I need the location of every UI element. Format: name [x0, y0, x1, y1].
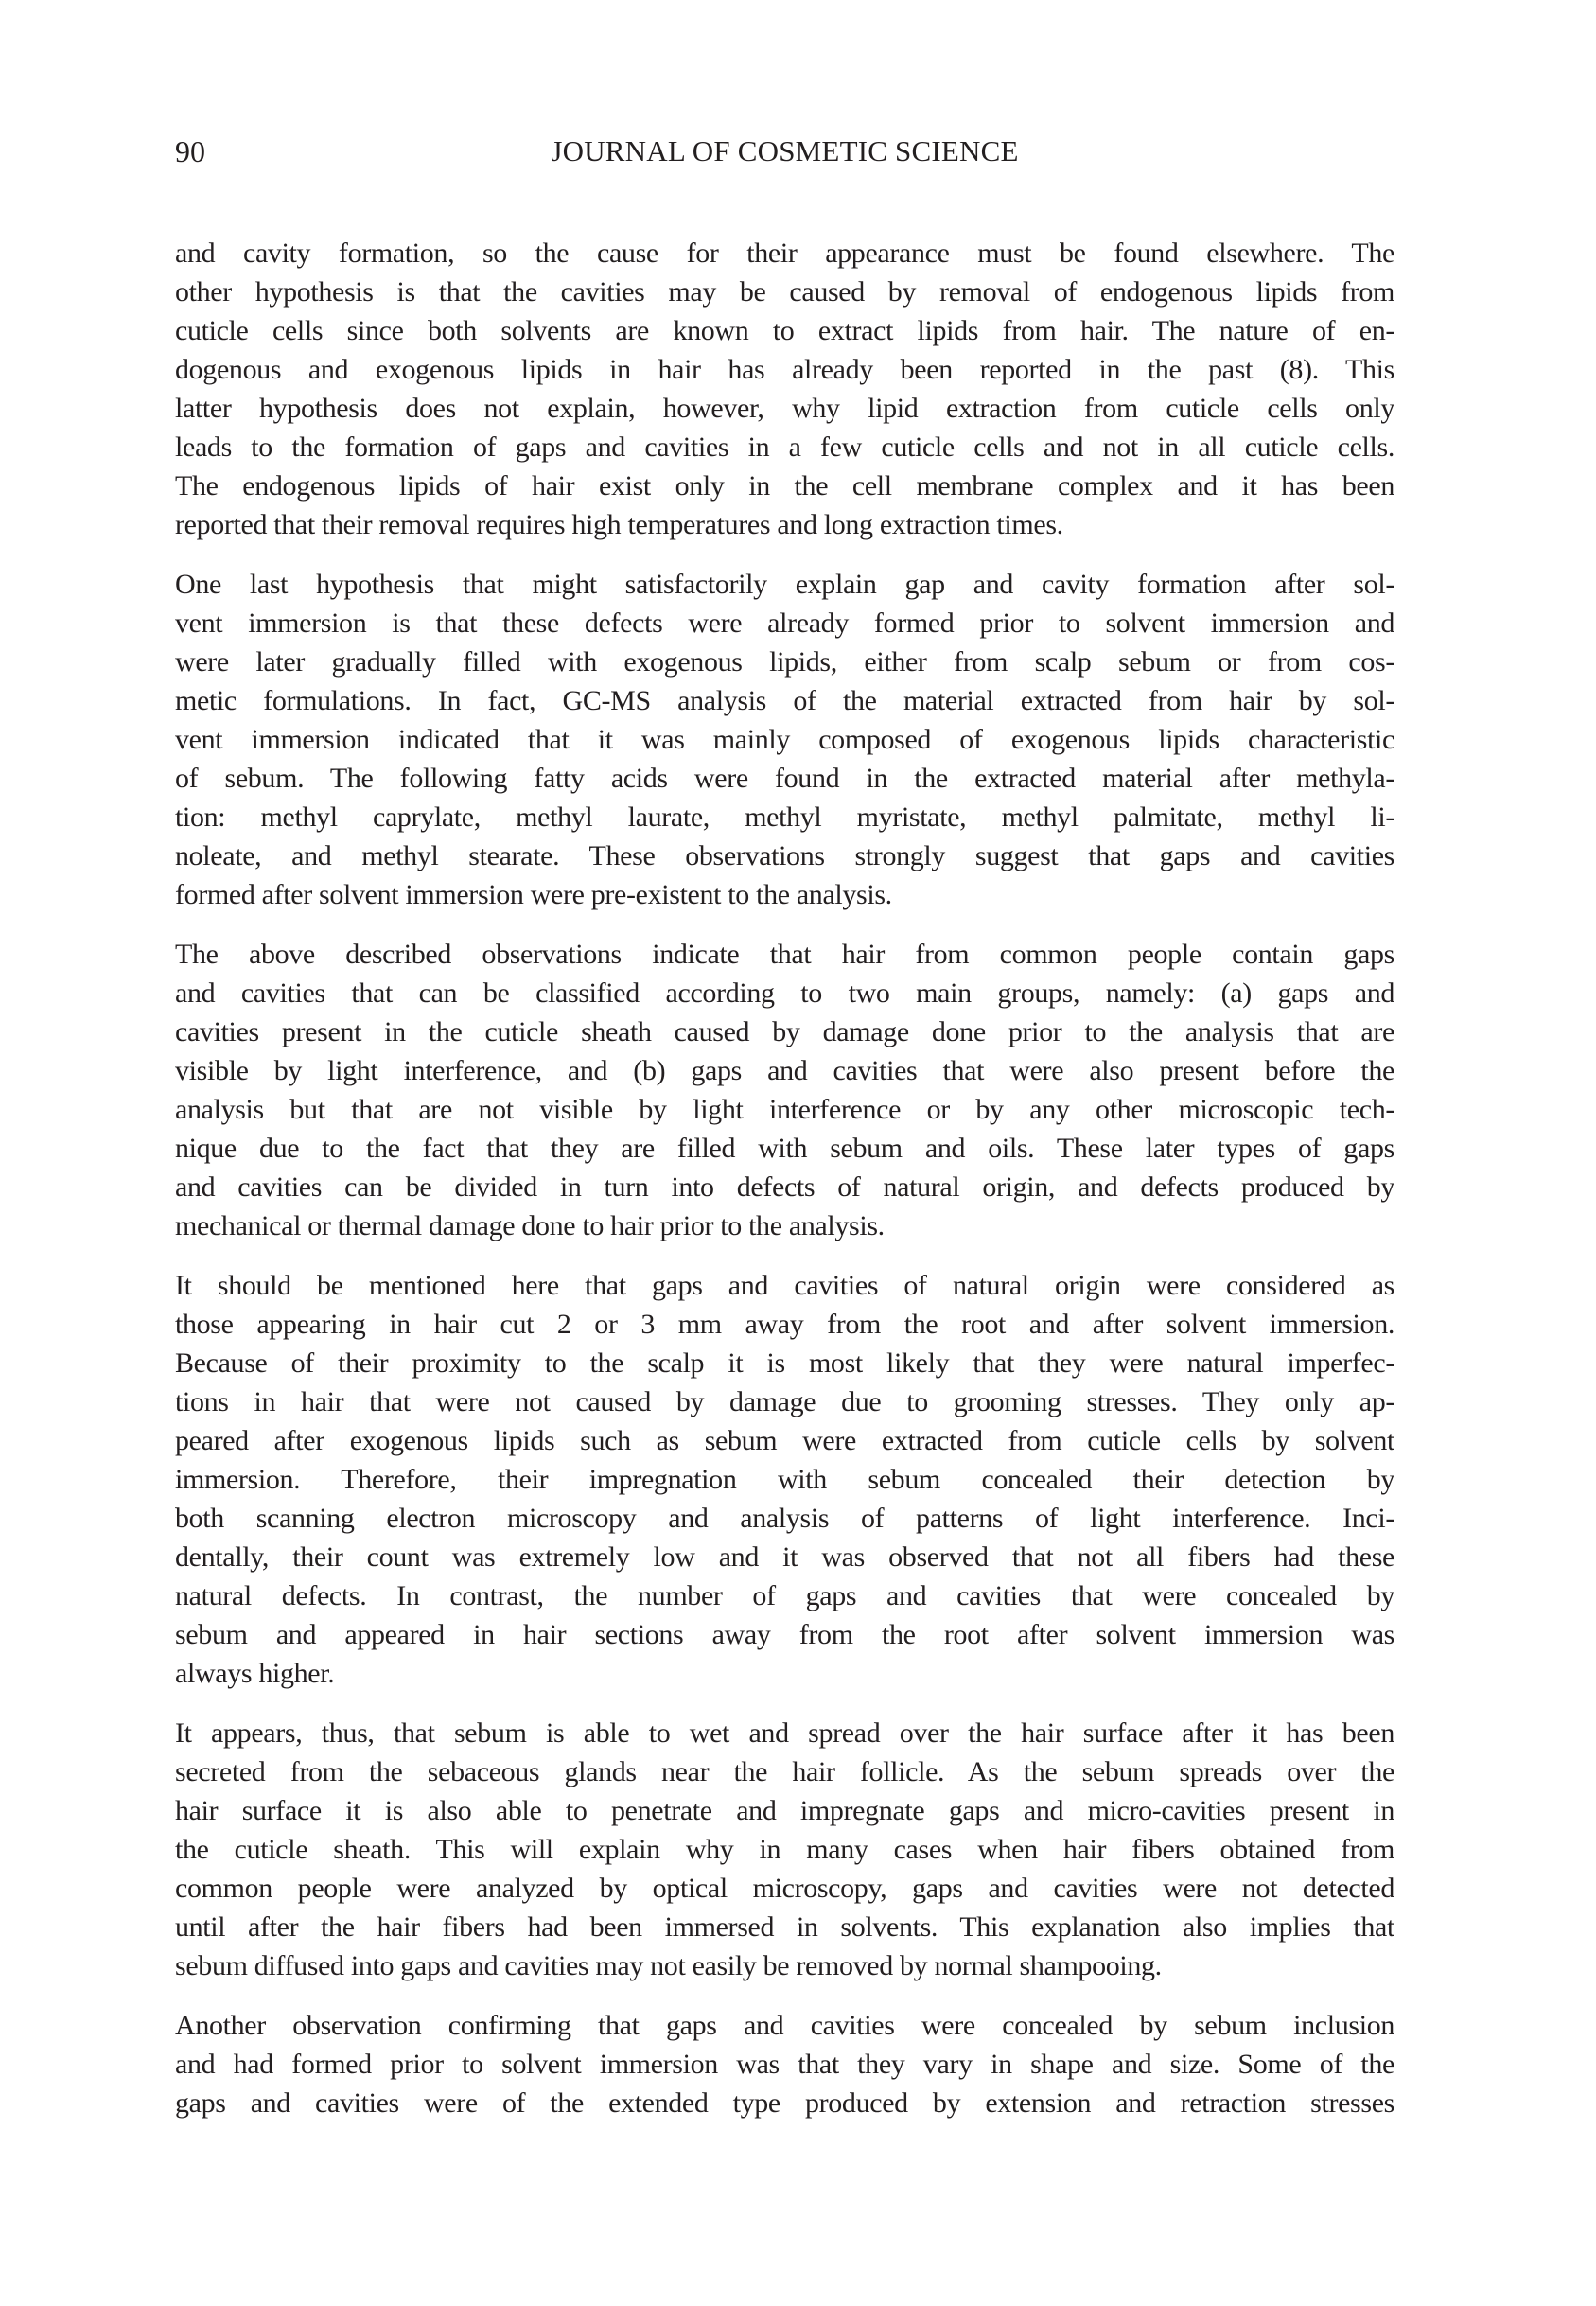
journal-title: JOURNAL OF COSMETIC SCIENCE	[551, 134, 1019, 167]
text-line: hair surface it is also able to penetrate and impregnate gaps and micro-cavities present in	[175, 1795, 1394, 1826]
text-line: visible by light interference, and (b) gaps and cavities that were also present before the	[175, 1055, 1394, 1086]
paragraph	[175, 935, 1394, 1245]
text-line: Because of their proximity to the scalp it is most likely that they were natural imperfec-	[175, 1347, 1394, 1379]
body-text	[175, 234, 1394, 2143]
text-line: secreted from the sebaceous glands near the hair follicle. As the sebum spreads over the	[175, 1756, 1394, 1787]
text-line: dogenous and exogenous lipids in hair has already been reported in the past (8). This	[175, 354, 1394, 385]
text-line: vent immersion is that these defects were already formed prior to solvent immersion and	[175, 607, 1394, 639]
text-line: latter hypothesis does not explain, however, why lipid extraction from cuticle cells only	[175, 393, 1394, 424]
text-line: One last hypothesis that might satisfactorily explain gap and cavity formation after sol-	[175, 569, 1394, 600]
text-line: formed after solvent immersion were pre-existent to the analysis.	[175, 879, 892, 910]
text-line: gaps and cavities were of the extended type produced by extension and retraction stresses	[175, 2087, 1394, 2119]
text-line: other hypothesis is that the cavities may be caused by removal of endogenous lipids from	[175, 276, 1394, 308]
text-line: metic formulations. In fact, GC-MS analysis of the material extracted from hair by sol-	[175, 685, 1394, 716]
text-line: Another observation confirming that gaps and cavities were concealed by sebum inclusion	[175, 2010, 1394, 2041]
text-line: until after the hair fibers had been immersed in solvents. This explanation also implies that	[175, 1911, 1394, 1943]
text-line: and cavities that can be classified according to two main groups, namely: (a) gaps and	[175, 977, 1394, 1009]
paragraph	[175, 1266, 1394, 1693]
paragraph	[175, 565, 1394, 914]
text-line: sebum diffused into gaps and cavities may not easily be removed by normal shampooing.	[175, 1950, 1162, 1981]
paragraph	[175, 1714, 1394, 1985]
text-line: reported that their removal requires high temperatures and long extraction times.	[175, 509, 1063, 540]
text-line: It should be mentioned here that gaps and cavities of natural origin were considered as	[175, 1270, 1394, 1301]
text-line: mechanical or thermal damage done to hair prior to the analysis.	[175, 1210, 885, 1241]
text-line: cuticle cells since both solvents are known to extract lipids from hair. The nature of en-	[175, 315, 1394, 346]
text-line: leads to the formation of gaps and cavities in a few cuticle cells and not in all cuticle cells.	[175, 431, 1394, 463]
text-line: the cuticle sheath. This will explain why in many cases when hair fibers obtained from	[175, 1834, 1394, 1865]
paragraph	[175, 234, 1394, 544]
text-line: tions in hair that were not caused by damage due to grooming stresses. They only ap-	[175, 1386, 1394, 1417]
text-line: The above described observations indicate that hair from common people contain gaps	[175, 939, 1394, 970]
text-line: immersion. Therefore, their impregnation with sebum concealed their detection by	[175, 1464, 1394, 1495]
text-line: of sebum. The following fatty acids were found in the extracted material after methyla-	[175, 763, 1394, 794]
text-line: sebum and appeared in hair sections away from the root after solvent immersion was	[175, 1619, 1394, 1650]
text-line: were later gradually filled with exogenous lipids, either from scalp sebum or from cos-	[175, 646, 1394, 678]
text-line: nique due to the fact that they are filled with sebum and oils. These later types of gaps	[175, 1133, 1394, 1164]
page-number: 90	[175, 134, 205, 168]
text-line: always higher.	[175, 1658, 335, 1689]
text-line: natural defects. In contrast, the number of gaps and cavities that were concealed by	[175, 1580, 1394, 1611]
text-line: and cavities can be divided in turn into defects of natural origin, and defects produced by	[175, 1171, 1394, 1203]
text-line: those appearing in hair cut 2 or 3 mm away from the root and after solvent immersion.	[175, 1309, 1394, 1340]
text-line: The endogenous lipids of hair exist only in the cell membrane complex and it has been	[175, 470, 1394, 502]
text-line: vent immersion indicated that it was mainly composed of exogenous lipids characteristic	[175, 724, 1394, 755]
text-line: and cavity formation, so the cause for their appearance must be found elsewhere. The	[175, 238, 1394, 269]
paragraph	[175, 2006, 1394, 2122]
text-line: tion: methyl caprylate, methyl laurate, methyl myristate, methyl palmitate, methyl li-	[175, 801, 1394, 833]
text-line: dentally, their count was extremely low and it was observed that not all fibers had these	[175, 1541, 1394, 1573]
text-line: and had formed prior to solvent immersion was that they vary in shape and size. Some of the	[175, 2049, 1394, 2080]
text-line: It appears, thus, that sebum is able to wet and spread over the hair surface after it has been	[175, 1717, 1394, 1749]
text-line: cavities present in the cuticle sheath caused by damage done prior to the analysis that are	[175, 1016, 1394, 1047]
text-line: common people were analyzed by optical microscopy, gaps and cavities were not detected	[175, 1873, 1394, 1904]
text-line: peared after exogenous lipids such as sebum were extracted from cuticle cells by solvent	[175, 1425, 1394, 1456]
running-head	[175, 132, 1394, 170]
text-line: analysis but that are not visible by light interference or by any other microscopic tech-	[175, 1094, 1394, 1125]
text-line: noleate, and methyl stearate. These observations strongly suggest that gaps and cavities	[175, 840, 1394, 871]
text-line: both scanning electron microscopy and analysis of patterns of light interference. Inci-	[175, 1503, 1394, 1534]
